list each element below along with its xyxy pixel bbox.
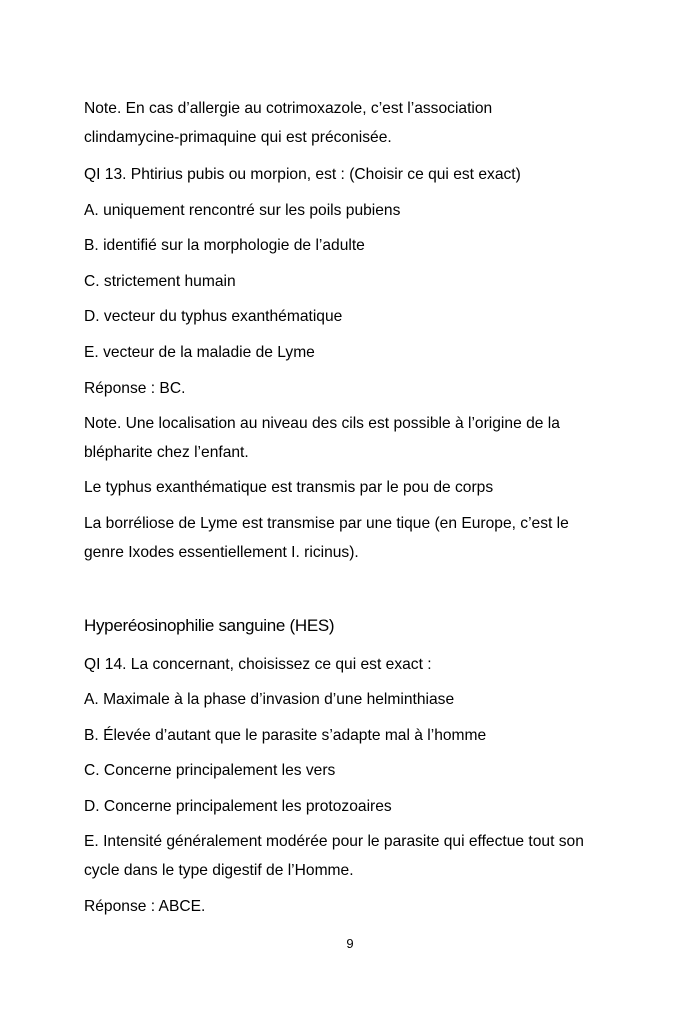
option-c: C. Concerne principalement les vers (84, 762, 336, 779)
option-a: A. uniquement rencontré sur les poils pubiens (84, 202, 401, 219)
option-d: D. vecteur du typhus exanthématique (84, 308, 343, 325)
note-text: clindamycine-primaquine qui est préconisée. (84, 129, 392, 146)
note-text: La borréliose de Lyme est transmise par une tique (en Europe, c’est le (84, 515, 569, 532)
answer-qi13: Réponse : BC. (84, 380, 186, 397)
question-qi13: QI 13. Phtirius pubis ou morpion, est : (Choisir ce qui est exact) (84, 166, 521, 183)
note-text: Le typhus exanthématique est transmis par le pou de corps (84, 479, 494, 496)
option-e: E. vecteur de la maladie de Lyme (84, 344, 315, 361)
option-e-continued: cycle dans le type digestif de l’Homme. (84, 862, 354, 879)
option-c: C. strictement humain (84, 273, 236, 290)
note-text: Note. Une localisation au niveau des cils est possible à l’origine de la (84, 415, 560, 432)
answer-qi14: Réponse : ABCE. (84, 898, 206, 915)
section-heading: Hyperéosinophilie sanguine (HES) (84, 616, 335, 635)
option-d: D. Concerne principalement les protozoaires (84, 798, 392, 815)
note-text: blépharite chez l’enfant. (84, 444, 249, 461)
question-qi14: QI 14. La concernant, choisissez ce qui est exact : (84, 656, 432, 673)
note-text: genre Ixodes essentiellement I. ricinus). (84, 544, 359, 561)
option-b: B. Élevée d’autant que le parasite s’adapte mal à l’homme (84, 727, 487, 744)
option-b: B. identifié sur la morphologie de l’adulte (84, 237, 365, 254)
note-text: Note. En cas d’allergie au cotrimoxazole, c’est l’association (84, 100, 493, 117)
page-number: 9 (346, 936, 354, 951)
option-a: A. Maximale à la phase d’invasion d’une helminthiase (84, 691, 455, 708)
option-e: E. Intensité généralement modérée pour le parasite qui effectue tout son (84, 833, 584, 850)
